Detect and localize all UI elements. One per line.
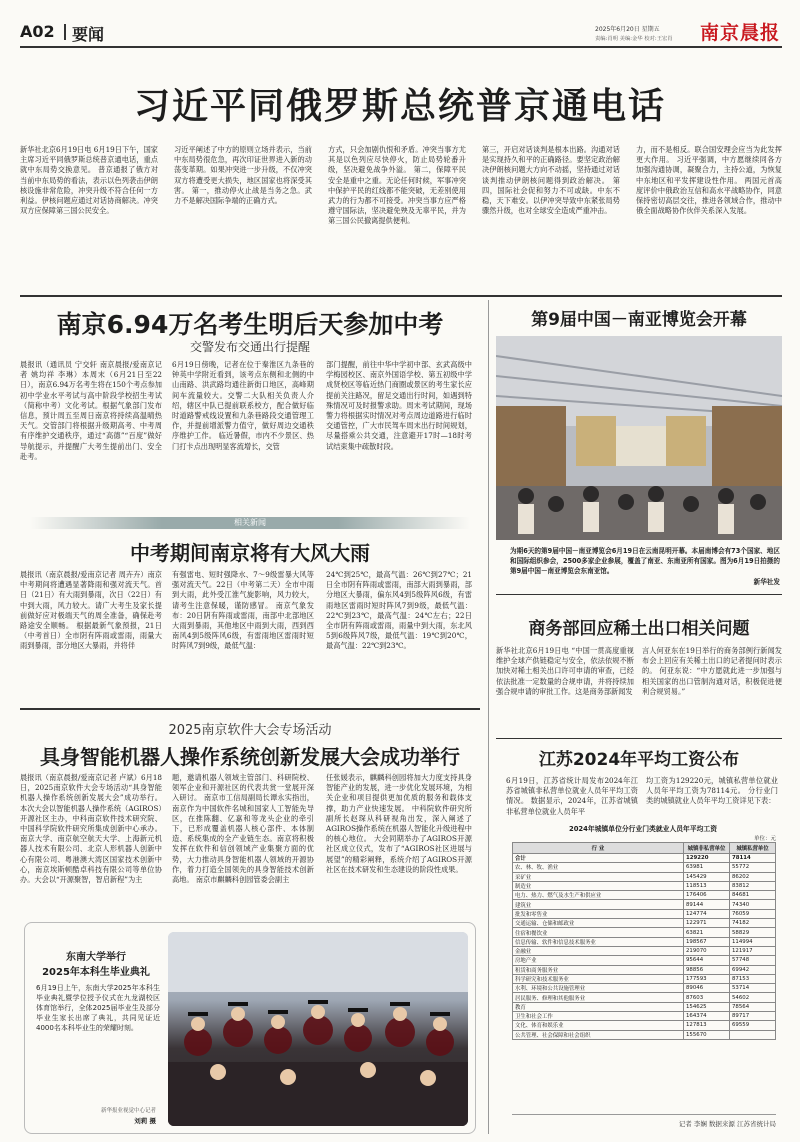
wage-cell-private: 87153	[730, 974, 776, 983]
mofcom-title: 商务部回应稀土出口相关问题	[528, 619, 750, 639]
table-row	[513, 909, 776, 918]
wage-cell-nonprivate: 154625	[684, 1002, 730, 1011]
graduation-author: 刘莉 摄	[134, 1117, 156, 1125]
expo-photo-art	[496, 336, 782, 540]
wage-cell-private: 74182	[730, 919, 776, 928]
wage-cell-nonprivate: 87603	[684, 993, 730, 1002]
wage-cell-nonprivate: 63981	[684, 863, 730, 872]
article1-col4: 第三，开启对话谈判是根本出路。沟通对话是实现持久和平的正确路径。要坚定政治解决伊朗核问题大方向不动摇，坚持通过对话谈判推动伊朗核问题得到政治解决。 第四，国际社会促和努力不可或缺。中东不稳，天下难安。以伊冲突导致中东紧张局势骤然升级，也对全球安全造成严重冲击。	[482, 145, 620, 216]
article1-col2: 习近平阐述了中方的原则立场并表示，当前中东局势很危急，再次印证世界进入新的动荡变革期。如果冲突进一步升级，不仅冲突双方将遭受更大损失，地区国家也将深受其害。 第一，推动停火止战是当务之急。武力不是解决国际争端的正确方式。	[174, 145, 312, 206]
graduation-photo-art	[168, 932, 468, 1126]
wage-cell-private: 84681	[730, 891, 776, 900]
mofcom-col2: 言人何亚东在19日举行的商务部例行新闻发布会上回应有关稀土出口的记者提问时表示的。 何亚东说：“中方愿就此进一步加强与相关国家的出口管制沟通对话，积极促进便利合规贸易。”	[642, 646, 782, 696]
wage-cell-private: 69942	[730, 965, 776, 974]
expo-caption: 为期6天的第9届中国－南亚博览会6月19日在云南昆明开幕。本届南博会有73个国家、地区和国际组织参会，2500多家企业参展，覆盖了南亚、东南亚所有国家。图为6月19日拍摄的第9届中国－南亚博览会东南亚馆。	[510, 547, 780, 575]
wage-cell-private: 114994	[730, 937, 776, 946]
related-bottom-rule	[20, 708, 480, 710]
wage-cell-private: 69559	[730, 1021, 776, 1030]
wage-header-nonprivate: 城镇非私营单位	[684, 843, 730, 854]
wage-cell-industry: 电力、热力、燃气及水生产和供应业	[513, 891, 684, 900]
wage-cell-private: 53714	[730, 984, 776, 993]
related-col1: 晨报讯（南京晨报/爱南京记者 周卉卉）南京中考期间将遭遇显著降雨和强对流天气。首日（21日）有大雨到暴雨，次日（22日）有中到大雨，风力较大。请广大考生及家长提前做好应对极端天气的周全准备，确保赴考路途安全顺畅。 根据最新气象预报，21日（中考首日）全市阴有阵雨或雷雨，雨量大雨到暴雨，部分地区大暴雨，并将伴	[20, 570, 162, 651]
related-col2: 有强雷电、短时强降水、7～9级雷暴大风等强对流天气。22日（中考第二天）全市中雨到大雨，此外受江淮气旋影响，风力较大，请考生注意保暖，谨防感冒。 南京气象发布：20日阴有阵雨或雷雨，南部中北部地区大雨到暴雨，其他地区中雨到大雨，西到西南风4到5级阵风6级，有雷雨地区雷雨时短时阵风7到9级，最低气温：	[172, 570, 314, 651]
wage-cell-private: 86202	[730, 872, 776, 881]
article3-kicker: 2025南京软件大会专场活动	[168, 723, 332, 738]
wage-table-body	[513, 854, 776, 1040]
page-number: A02	[20, 22, 55, 41]
table-row	[513, 854, 776, 863]
table-row	[513, 1021, 776, 1030]
table-row	[513, 928, 776, 937]
expo-credit: 新华社发	[753, 578, 780, 586]
wage-cell-industry: 科学研究和技术服务业	[513, 974, 684, 983]
wage-cell-private: 57748	[730, 956, 776, 965]
wage-cell-industry: 住宿和餐饮业	[513, 928, 684, 937]
mofcom-bottom-rule	[496, 738, 782, 739]
wage-cell-industry: 合计	[513, 854, 684, 863]
article2-col1: 晨报讯（通讯员 宁交轩 南京晨报/爱南京记者 姚均祥 李琳）本周末（6月21日至22日），南京6.94万名考生将在150个考点参加初中学业水平考试与高中阶段学校招生考试（简称中考）文化考试。根据气象部门发布信息，预计周五至周日南京将持续高温晴热天气。交管部门将根据升级期高考、中考周有序维护交通秩序，通过“高德”“百度”做好导航提示，并提醒广大考生提前出门、安全赴考。	[20, 360, 162, 461]
wage-cell-nonprivate: 95644	[684, 956, 730, 965]
related-title: 中考期间南京将有大风大雨	[130, 541, 370, 565]
table-row	[513, 881, 776, 890]
graduation-text: 6月19日上午，东南大学2025年本科生毕业典礼暨学位授予仪式在九龙湖校区体育馆举行，全体2025届毕业生及部分毕业生家长出席了典礼，共同见证近4000名本科毕业生的荣耀时刻。	[36, 984, 160, 1032]
wage-cell-nonprivate: 155670	[684, 1030, 730, 1039]
wage-table-unit: 单位：元	[753, 836, 776, 842]
section-name: 要闻	[72, 25, 105, 44]
table-row	[513, 937, 776, 946]
wage-cell-nonprivate: 89046	[684, 984, 730, 993]
table-row	[513, 946, 776, 955]
wage-cell-nonprivate: 164374	[684, 1012, 730, 1021]
article1-col5: 力，而不是相反。联合国安理会应当为此发挥更大作用。 习近平强调，中方愿继续同各方加强沟通协调，凝聚合力，主持公道，为恢复中东地区和平发挥建设性作用。 两国元首高度评价中俄政治互信和高水平战略协作，同意保持密切高层交往，推进各领域合作，推动中俄全面战略协作伙伴关系深入发展。	[636, 145, 782, 216]
table-row	[513, 974, 776, 983]
wage-cell-industry: 农、林、牧、渔业	[513, 863, 684, 872]
wage-cell-nonprivate: 63821	[684, 928, 730, 937]
wage-cell-industry: 金融业	[513, 946, 684, 955]
article3-col2: 题，邀请机器人领域主管部门、科研院校、领军企业和开源社区的代表共赏一堂展开深入研讨。 南京市工信局副局长谭永实指出，南京作为中国软件名城和国家人工智能先导区，在推陈翻、亿嘉和等龙头企业的牵引下，已形成覆盖机器人核心部件、本体制造、系统集成的全产业链生态。南京将积极发挥在软件和信创领域产业集聚方面的优势，大力推动具身智能机器人领域的开源协作，着力打造全国领先的具身智能技术创新高地。 南京市麒麟科创园管委会副主	[172, 773, 314, 885]
column-divider	[488, 300, 489, 1134]
expo-photo	[496, 336, 782, 540]
wage-cell-industry: 租赁和商务服务业	[513, 965, 684, 974]
wage-footer: 记者 李娴 数据来源 江苏省统计局	[678, 1120, 776, 1128]
wage-cell-nonprivate: 219070	[684, 946, 730, 955]
expo-title: 第9届中国－南亚博览会开幕	[531, 310, 747, 330]
wage-cell-nonprivate: 124774	[684, 909, 730, 918]
expo-bottom-rule	[496, 594, 782, 595]
article2-subtitle: 交警发布交通出行提醒	[189, 340, 310, 354]
article2-col3: 部门提醒，前往中华中学初中部、玄武高级中学梅园校区、南京外国语学校、第五初级中学成贤校区等临近热门商圈或景区的考生家长应提前关注路况，留足交通出行时间，如遇到特殊情况可及时报警求助。周末考试期间，现场警力将根据实时情况对考点周边道路进行临时交通管控，广大市民驾车周末出行时间规划，尽量搭乘公共交通，注意避开17时—18时考试结束集中疏散时段。	[326, 360, 472, 451]
wage-cell-industry: 卫生和社会工作	[513, 1012, 684, 1021]
article3-title: 具身智能机器人操作系统创新发展大会成功举行	[40, 745, 460, 769]
wage-cell-nonprivate: 177593	[684, 974, 730, 983]
wage-cell-nonprivate: 145429	[684, 872, 730, 881]
article3-col3: 任张媛表示，麒麟科创园将加大力度支持具身智能产业的发展，进一步优化发展环境，为相关企业和项目提供更加优质的服务和载体支撑，助力产业快速发展。 中科院软件研究所副所长赵琛从科研视角出发，深入阐述了AGIROS操作系统在机器人智能化升级进程中的核心地位。 大会同期举办了AGIROS开源社区成立仪式，发布了“AGIROS社区进展与展望”的精彩阐释，系统介绍了AGIROS开源社区在技术研发和生态建设的阶段性成果。	[326, 773, 472, 874]
table-row	[513, 1002, 776, 1011]
wage-cell-private: 55772	[730, 863, 776, 872]
article1-col3: 方式，只会加剧仇恨和矛盾。冲突当事方尤其是以色列应尽快停火，防止局势轮番升级，坚决避免战争外溢。 第二，保障平民安全是重中之重。无论任何时候，军事冲突中保护平民的红线都不能突破，无差别使用武力的行为都不可接受。冲突当事方应严格遵守国际法，坚决避免殃及无辜平民，并为第三国公民撤离提供便利。	[328, 145, 466, 226]
wage-cell-nonprivate: 198567	[684, 937, 730, 946]
article1-title: 习近平同俄罗斯总统普京通电话	[133, 86, 666, 127]
wage-cell-industry: 文化、体育和娱乐业	[513, 1021, 684, 1030]
wage-table-header	[513, 843, 776, 854]
table-row	[513, 891, 776, 900]
wage-cell-private: 74340	[730, 900, 776, 909]
wage-cell-private: 54602	[730, 993, 776, 1002]
article2-title: 南京6.94万名考生明后天参加中考	[56, 310, 444, 339]
table-row	[513, 984, 776, 993]
wage-cell-private: 121917	[730, 946, 776, 955]
wage-cell-nonprivate: 89144	[684, 900, 730, 909]
wage-col1: 6月19日，江苏省统计局发布2024年江苏省城镇非私营单位就业人员年平均工资情况。 数据显示，2024年，江苏省城镇非私营单位就业人员年平	[506, 776, 638, 816]
graduation-title-line1: 东南大学举行	[66, 952, 126, 963]
graduation-title-line2: 2025年本科生毕业典礼	[42, 967, 150, 978]
wage-table-wrapper	[512, 842, 776, 1040]
wage-cell-private: 89717	[730, 1012, 776, 1021]
wage-footer-rule	[512, 1114, 776, 1115]
wage-cell-industry: 采矿业	[513, 872, 684, 881]
wage-cell-industry: 公共管理、社会保障和社会组织	[513, 1030, 684, 1039]
graduation-credit: 新华报业视觉中心记者	[100, 1108, 156, 1114]
wage-cell-nonprivate: 122971	[684, 919, 730, 928]
table-row	[513, 1012, 776, 1021]
wage-cell-nonprivate: 129220	[684, 854, 730, 863]
table-row	[513, 965, 776, 974]
wage-table-title: 2024年城镇单位分行业门类就业人员年平均工资	[568, 825, 718, 833]
header-divider	[64, 24, 66, 40]
article1-col1: 新华社北京6月19日电 6月19日下午，国家主席习近平同俄罗斯总统普京通电话，重点就中东局势交换意见。 普京通报了俄方对当前中东局势的看法，表示以色列袭击伊朗核设施非常危险，冲突升级不符合任何一方利益。伊核问题应通过对话协商解决。冲突双方应保障第三国公民安全。	[20, 145, 158, 216]
table-row	[513, 863, 776, 872]
table-row	[513, 872, 776, 881]
wage-cell-private	[730, 1030, 776, 1039]
wage-cell-private: 83812	[730, 881, 776, 890]
wage-cell-private: 58829	[730, 928, 776, 937]
table-row	[513, 1030, 776, 1039]
graduation-photo	[168, 932, 468, 1126]
mofcom-col1: 新华社北京6月19日电 “中国一贯高度重视维护全球产供链稳定与安全，依法依规不断加快对稀土相关出口许可申请的审查，已经依法批准一定数量的合规申请，并将持续加强合规申请的审批工作。这是商务部新闻发	[496, 646, 634, 696]
wage-header-private: 城镇私营单位	[730, 843, 776, 854]
wage-cell-industry: 制造业	[513, 881, 684, 890]
article2-col2: 6月19日傍晚，记者在位于秦淮区九条巷的钟英中学附近看到，该考点东侧和北侧的中山南路、洪武路均通往新街口地区，高峰期间车流量较大。交警二大队相关负责人介绍，辖区中队已提前联系校方，配合做好临时道路警戒线设置和九条巷路段交通管理工作，并提前增派警力值守，做好周边交通秩序维护工作。 临近暑假，市内不少景区、热门打卡点出现明显客流增长，交管	[172, 360, 314, 451]
wage-cell-industry: 建筑业	[513, 900, 684, 909]
table-row	[513, 956, 776, 965]
header-date: 2025年6月20日 星期五	[595, 26, 660, 33]
wage-cell-nonprivate: 176406	[684, 891, 730, 900]
wage-cell-private: 78564	[730, 1002, 776, 1011]
wage-cell-nonprivate: 127813	[684, 1021, 730, 1030]
wage-cell-industry: 水利、环境和公共设施管理业	[513, 984, 684, 993]
table-row	[513, 900, 776, 909]
wage-cell-industry: 交通运输、仓储和邮政业	[513, 919, 684, 928]
wage-cell-industry: 教育	[513, 1002, 684, 1011]
wage-table	[512, 842, 776, 1040]
header-rule	[20, 46, 782, 48]
wage-cell-industry: 批发和零售业	[513, 909, 684, 918]
header-editors: 责编:肖明 美编:金华 校对:王宏肖	[595, 36, 673, 42]
wage-cell-private: 78114	[730, 854, 776, 863]
wage-cell-nonprivate: 98856	[684, 965, 730, 974]
wage-col2: 均工资为129220元，城镇私营单位就业人员年平均工资为78114元。 分行业门类的城镇就业人员年平均工资详见下表：	[646, 776, 778, 806]
related-tag: 相关新闻	[234, 518, 266, 527]
related-col3: 24℃到25℃，最高气温：26℃到27℃；21日全市阴有阵雨或雷雨，南部大雨到暴雨，部分地区大暴雨，偏东风4到5级阵风6级，有雷雨地区雷雨时短时阵风7到9级，最低气温：22℃到23℃，最高气温：24℃左右；22日全市阴有阵雨或雷雨，雨量中到大雨，东北风5到6级阵风7级，最低气温：19℃到20℃，最高气温：22℃到23℃。	[326, 570, 472, 651]
table-row	[513, 993, 776, 1002]
wage-cell-private: 76059	[730, 909, 776, 918]
wage-cell-nonprivate: 118513	[684, 881, 730, 890]
article3-col1: 晨报讯（南京晨报/爱南京记者 卢斌）6月18日，2025南京软件大会专场活动“具身智能机器人操作系统创新发展大会”成功举行。 本次大会以智能机器人操作系统（AGIROS）开源社区主办，中科南京软件技术研究院、中国科学院软件研究所集成创新中心承办。南京大学、南京航空航天大学、上海新元机器人技术有限公司、北京人形机器人创新中心有限公司、粤港澳大湾区国家技术创新中心，南京埃斯顿酷卓科技有限公司等单位协办。大会以“开源聚智，智启新程”为主	[20, 773, 162, 885]
wage-cell-industry: 居民服务、修理和其他服务业	[513, 993, 684, 1002]
wage-title: 江苏2024年平均工资公布	[538, 750, 740, 770]
masthead-logo: 南京晨报	[700, 22, 781, 44]
wage-cell-industry: 信息传输、软件和信息技术服务业	[513, 937, 684, 946]
table-row	[513, 919, 776, 928]
article1-bottom-rule	[20, 295, 782, 297]
wage-cell-industry: 房地产业	[513, 956, 684, 965]
wage-header-industry: 行 业	[513, 843, 684, 854]
